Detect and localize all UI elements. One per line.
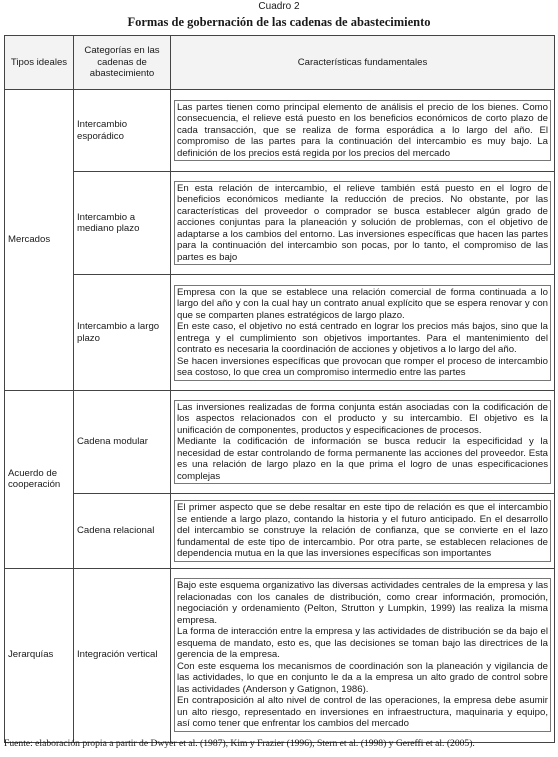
table-title: Formas de gobernación de las cadenas de abastecimiento [127,15,431,29]
paragraph: La forma de interacción entre la empresa y las actividades de distribución se da bajo el esquema de mandato, esto es, que las decisiones se toman bajo las directrices de la gerencia de la empresa. [177,626,548,661]
categoria-cell: Integración vertical [74,568,171,742]
header-row [5,36,555,90]
categoria-cell: Intercambio a largo plazo [74,275,171,391]
caracteristicas-box [174,100,551,162]
caracteristicas-cell [171,90,555,172]
tipo-cell: Jerarquías [5,568,74,742]
table-row [5,275,555,391]
header-categorias: Categorías en las cadenas de abastecimiento [74,36,171,90]
paragraph: Con este esquema los mecanismos de coordinación son la planeación y vigilancia de las actividades, lo que en conjunto le da a la empresa un alto grado de control sobre las actividades (Anderson y Gatignon, 1986). [177,660,548,695]
caracteristicas-box [174,578,551,732]
caracteristicas-box [174,181,551,266]
caracteristicas-box [174,400,551,485]
table-row [5,172,555,275]
caracteristicas-cell [171,275,555,391]
table-caption: Cuadro 2 [258,1,300,12]
paragraph: El primer aspecto que se debe resaltar en este tipo de relación es que el intercambio se entiende a largo plazo, contando la historia y el futuro anticipado. En el desarrollo del intercambio se construye la relación de confianza, que se convierte en el lazo fundamental de este tipo de intercambio. Por otra parte, se establecen relaciones de dependencia mutua en la que las inversiones específicas son importantes [177,502,548,559]
caracteristicas-cell [171,172,555,275]
paragraph: En contraposición al alto nivel de control de las operaciones, la empresa debe asumir un alto riesgo, representado en inversiones en infraestructura, maquinaria y equipo, así como tener que enfrentar los cambios del mercado [177,695,548,730]
source-note: Fuente: elaboración propia a partir de Dwyer et al. (1987), Kim y Frazier (1996), Stern et al. (1998) y Gereffi et al. (2005). [4,738,475,749]
categoria-cell: Cadena modular [74,391,171,494]
caracteristicas-cell [171,391,555,494]
tipo-cell: Mercados [5,90,74,391]
tipo-cell: Acuerdo de cooperación [5,391,74,569]
header-caracteristicas: Características fundamentales [171,36,555,90]
paragraph: Bajo este esquema organizativo las diversas actividades centrales de la empresa y las relacionadas con los canales de distribución, como crear información, promoción, negociación y ordenamiento (Pelton, Strutton y Lumpkin, 1999) las realiza la misma empresa. [177,580,548,626]
paragraph: Se hacen inversiones específicas que provocan que romper el proceso de intercambio sea costoso, lo que crea un compromiso intermedio entre las partes [177,355,548,378]
caracteristicas-box [174,500,551,562]
governance-table [4,35,555,743]
table-row [5,90,555,172]
caracteristicas-cell [171,494,555,569]
paragraph: En esta relación de intercambio, el relieve también está puesto en el logro de beneficios económicos mediante la reducción de precios. No obstante, por las características del proveedor o comprador se busca establecer algún grado de acciones conjuntas para la planeación y solución de problemas, con el objetivo de adaptarse a los cambios del entorno. Las inversiones específicas que hacen las partes para la continuación del intercambio son pocas, por lo tanto, el compromiso de las partes es bajo [177,182,548,263]
paragraph: Las inversiones realizadas de forma conjunta están asociadas con la codificación de los aspectos relacionados con el producto y su intercambio. El objetivo es la unificación de componentes, productos y especificaciones de procesos. [177,401,548,436]
categoria-cell: Intercambio a mediano plazo [74,172,171,275]
table-row [5,568,555,742]
paragraph: En este caso, el objetivo no está centrado en lograr los precios más bajos, sino que la entrega y el cumplimiento son objetivos importantes. Para el mantenimiento del contrato es necesaria la coordinación de acciones y objetivos a lo largo del año. [177,321,548,355]
header-tipos: Tipos ideales [5,36,74,90]
table-row [5,494,555,569]
paragraph: Mediante la codificación de información se busca reducir la especificidad y la necesidad de estar controlando de forma permanente las acciones del proveedor. Esta es una relación de largo plazo en la que prima el logro de unas especificaciones complejas [177,436,548,482]
caracteristicas-cell [171,568,555,742]
categoria-cell: Cadena relacional [74,494,171,569]
categoria-cell: Intercambio esporádico [74,90,171,172]
paragraph: Las partes tienen como principal elemento de análisis el precio de los bienes. Como consecuencia, el relieve está puesto en los beneficios económicos de corto plazo de cada transacción, que se realiza de forma esporádica a lo largo del año. El compromiso de las partes para la continuación del intercambio es muy bajo. La definición de los precios está regida por los precios del mercado [177,101,548,159]
caracteristicas-box [174,285,551,381]
table-row [5,391,555,494]
paragraph: Empresa con la que se establece una relación comercial de forma continuada a lo largo del año y con la cual hay un contrato anual explícito que se espera renovar y con que se comparten planes estratégicos de largo plazo. [177,286,548,321]
